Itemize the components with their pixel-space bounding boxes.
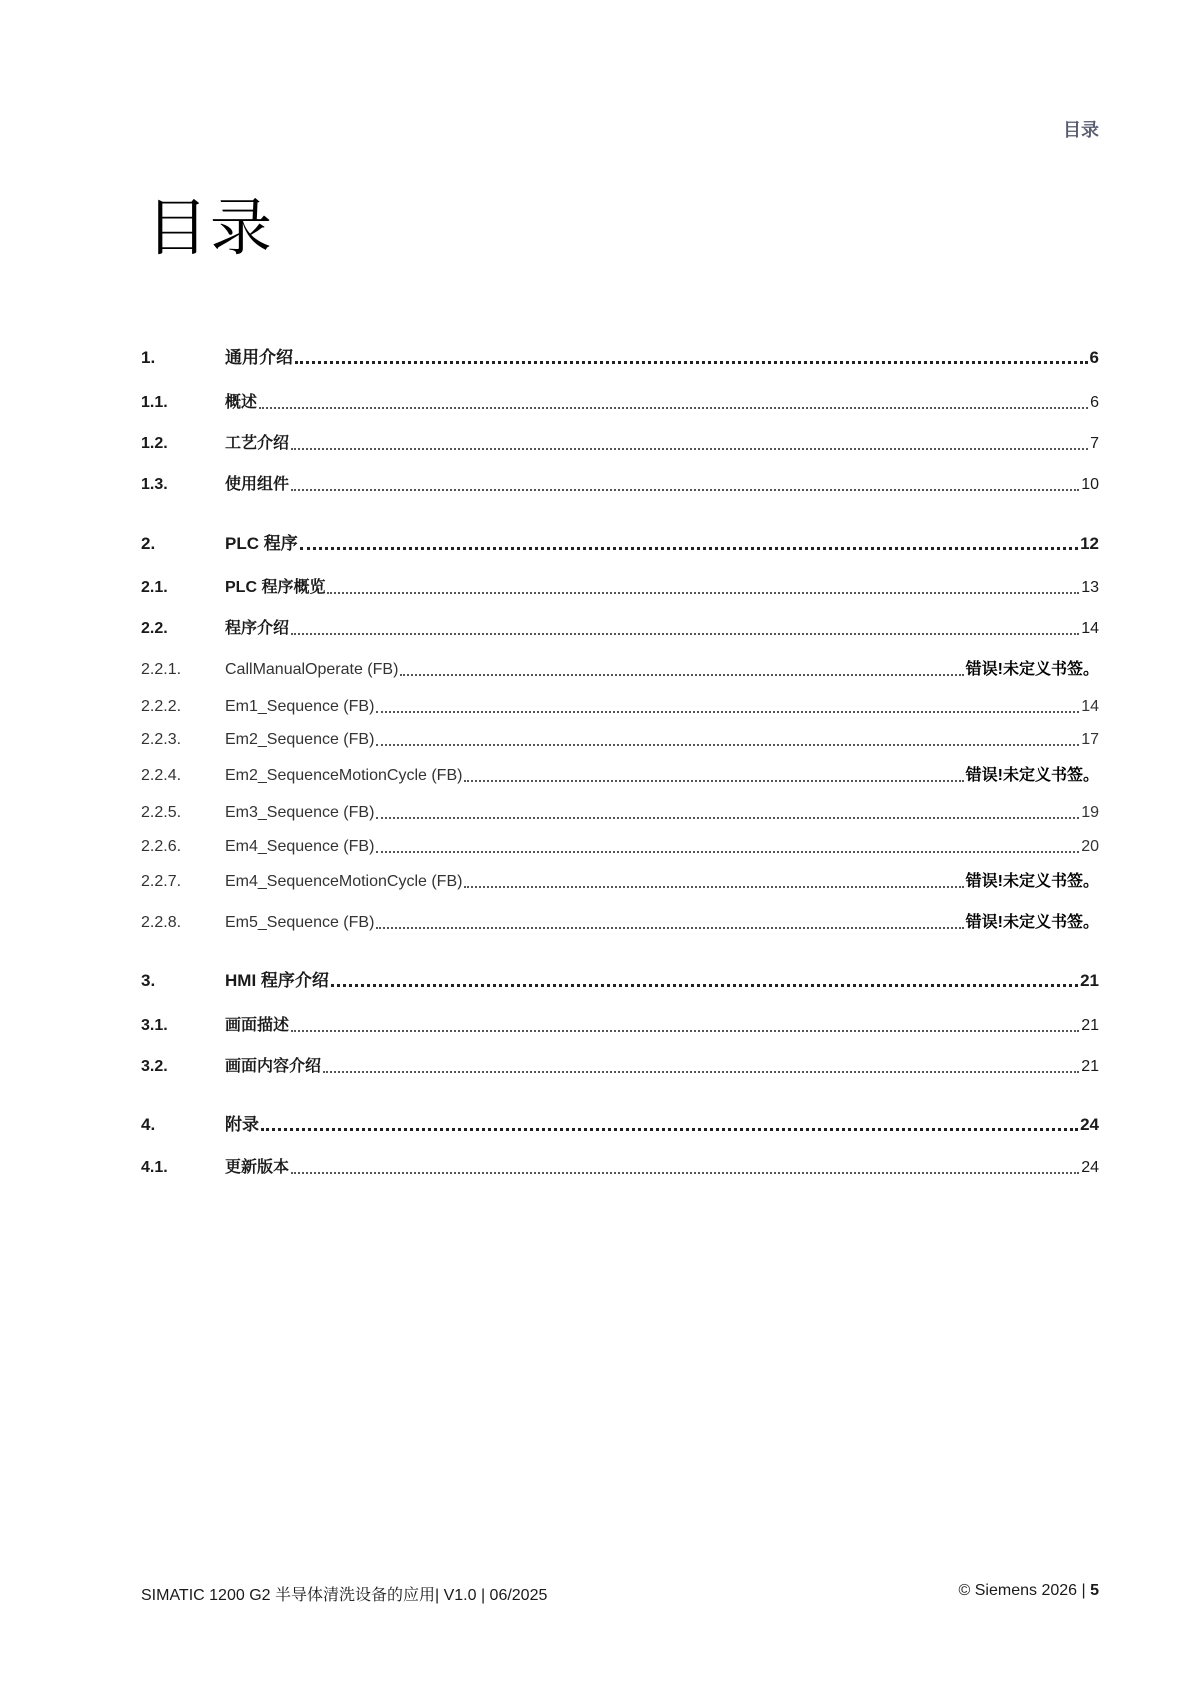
toc-entry-title: 程序介绍 xyxy=(225,620,290,637)
toc-entry-title: 通用介绍 xyxy=(225,348,293,367)
toc-dot-leader xyxy=(400,674,963,676)
toc-entry-number: 3.2. xyxy=(141,1058,168,1075)
toc-dot-leader xyxy=(291,448,1088,450)
toc-entry-page: 错误!未定义书签。 xyxy=(965,661,1099,678)
toc-entry-number: 2.2.6. xyxy=(141,838,182,855)
toc-entry[interactable] xyxy=(141,613,1099,639)
toc-entry-number: 1.1. xyxy=(141,394,168,411)
toc-entry-number: 2.2.4. xyxy=(141,767,182,784)
toc-dot-leader xyxy=(300,547,1078,550)
toc-entry-page: 错误!未定义书签。 xyxy=(965,873,1099,890)
toc-entry-number: 1.2. xyxy=(141,435,168,452)
toc-entry[interactable] xyxy=(141,907,1099,933)
toc-entry-number: 3.1. xyxy=(141,1017,168,1034)
toc-entry[interactable] xyxy=(141,797,1099,823)
toc-entry-page: 10 xyxy=(1081,476,1099,493)
toc-entry[interactable] xyxy=(141,831,1099,857)
toc-entry-number: 1.3. xyxy=(141,476,168,493)
footer-copyright xyxy=(959,1582,1099,1600)
toc-entry-number: 2.2.8. xyxy=(141,914,182,931)
toc-dot-leader xyxy=(259,407,1088,409)
copyright-text: © Siemens 2026 | xyxy=(958,1582,1091,1599)
toc-dot-leader xyxy=(295,361,1088,364)
toc-entry-number: 4.1. xyxy=(141,1159,168,1176)
toc-entry[interactable] xyxy=(141,428,1099,454)
toc-entry-title: 更新版本 xyxy=(225,1159,290,1176)
toc-dot-leader xyxy=(464,886,963,888)
toc-dot-leader xyxy=(376,927,963,929)
toc-entry[interactable] xyxy=(141,654,1099,680)
toc-entry-title: 工艺介绍 xyxy=(225,435,290,452)
toc-entry[interactable] xyxy=(141,572,1099,598)
toc-entry-page: 14 xyxy=(1081,620,1099,637)
toc-entry-title: Em1_Sequence (FB) xyxy=(225,698,375,715)
toc-entry-number: 2.2.5. xyxy=(141,804,182,821)
running-header: 目录 xyxy=(1063,120,1099,140)
toc-entry-title: 概述 xyxy=(225,394,258,411)
toc-entry-page: 错误!未定义书签。 xyxy=(965,914,1099,931)
toc-entry[interactable] xyxy=(141,469,1099,495)
toc-entry[interactable] xyxy=(141,760,1099,786)
toc-entry-title: 使用组件 xyxy=(225,476,290,493)
toc-entry-page: 21 xyxy=(1081,1058,1099,1075)
toc-dot-leader xyxy=(376,711,1079,713)
toc-entry[interactable] xyxy=(141,528,1099,554)
toc-entry-title: Em5_Sequence (FB) xyxy=(225,914,375,931)
toc-entry-page: 17 xyxy=(1081,731,1099,748)
toc-entry[interactable] xyxy=(141,965,1099,991)
toc-entry-number: 1. xyxy=(141,348,156,367)
toc-dot-leader xyxy=(291,489,1079,491)
toc-entry-title: 附录 xyxy=(225,1115,259,1134)
toc-entry-title: 画面描述 xyxy=(225,1017,290,1034)
toc-dot-leader xyxy=(331,984,1078,987)
toc-entry-page: 19 xyxy=(1081,804,1099,821)
toc-entry-number: 2.2.2. xyxy=(141,698,182,715)
toc-dot-leader xyxy=(291,1030,1079,1032)
toc-entry-page: 24 xyxy=(1080,1115,1099,1134)
toc-entry[interactable] xyxy=(141,342,1099,368)
toc-entry[interactable] xyxy=(141,691,1099,717)
toc-entry-title: Em3_Sequence (FB) xyxy=(225,804,375,821)
toc-entry-page: 24 xyxy=(1081,1159,1099,1176)
toc-entry-number: 4. xyxy=(141,1115,156,1134)
toc-entry-title: Em2_Sequence (FB) xyxy=(225,731,375,748)
toc-entry-number: 2.2. xyxy=(141,620,168,637)
toc-dot-leader xyxy=(464,780,963,782)
toc-entry-title: HMI 程序介绍 xyxy=(225,971,329,990)
toc-entry-number: 2.1. xyxy=(141,579,168,596)
toc-entry-page: 6 xyxy=(1089,348,1099,367)
page-number: 5 xyxy=(1090,1582,1099,1599)
toc-entry-number: 3. xyxy=(141,971,156,990)
toc-entry-number: 2. xyxy=(141,534,156,553)
toc-entry[interactable] xyxy=(141,1010,1099,1036)
toc-entry-title: 画面内容介绍 xyxy=(225,1058,322,1075)
toc-entry[interactable] xyxy=(141,866,1099,892)
toc-entry-page: 12 xyxy=(1080,534,1099,553)
toc-dot-leader xyxy=(376,851,1079,853)
toc-dot-leader xyxy=(323,1071,1079,1073)
toc-entry-page: 21 xyxy=(1081,1017,1099,1034)
toc-dot-leader xyxy=(327,592,1079,594)
toc-dot-leader xyxy=(376,744,1079,746)
toc-entry-page: 13 xyxy=(1081,579,1099,596)
toc-dot-leader xyxy=(291,1172,1079,1174)
toc-entry-number: 2.2.7. xyxy=(141,873,182,890)
toc-entry[interactable] xyxy=(141,1051,1099,1077)
toc-entry-page: 14 xyxy=(1081,698,1099,715)
toc-entry-number: 2.2.1. xyxy=(141,661,182,678)
toc-entry-title: PLC 程序 xyxy=(225,534,298,553)
toc-entry[interactable] xyxy=(141,1152,1099,1178)
toc-entry-title: CallManualOperate (FB) xyxy=(225,661,399,678)
page-title: 目录 xyxy=(146,194,275,263)
toc-dot-leader xyxy=(376,817,1079,819)
toc-entry-page: 7 xyxy=(1090,435,1099,452)
toc-entry[interactable] xyxy=(141,387,1099,413)
toc-entry[interactable] xyxy=(141,724,1099,750)
toc-entry-page: 20 xyxy=(1081,838,1099,855)
toc-entry-page: 错误!未定义书签。 xyxy=(965,767,1099,784)
toc-dot-leader xyxy=(291,633,1079,635)
toc-dot-leader xyxy=(261,1128,1078,1131)
toc-entry-title: Em4_SequenceMotionCycle (FB) xyxy=(225,873,463,890)
toc-entry-title: Em4_Sequence (FB) xyxy=(225,838,375,855)
toc-entry-title: PLC 程序概览 xyxy=(225,579,326,596)
footer-document-info: SIMATIC 1200 G2 半导体清洗设备的应用| V1.0 | 06/2025 xyxy=(141,1587,548,1604)
toc-entry-page: 21 xyxy=(1080,971,1099,990)
toc-entry-number: 2.2.3. xyxy=(141,731,182,748)
toc-entry-title: Em2_SequenceMotionCycle (FB) xyxy=(225,767,463,784)
toc-entry[interactable] xyxy=(141,1109,1099,1135)
toc-entry-page: 6 xyxy=(1090,394,1099,411)
